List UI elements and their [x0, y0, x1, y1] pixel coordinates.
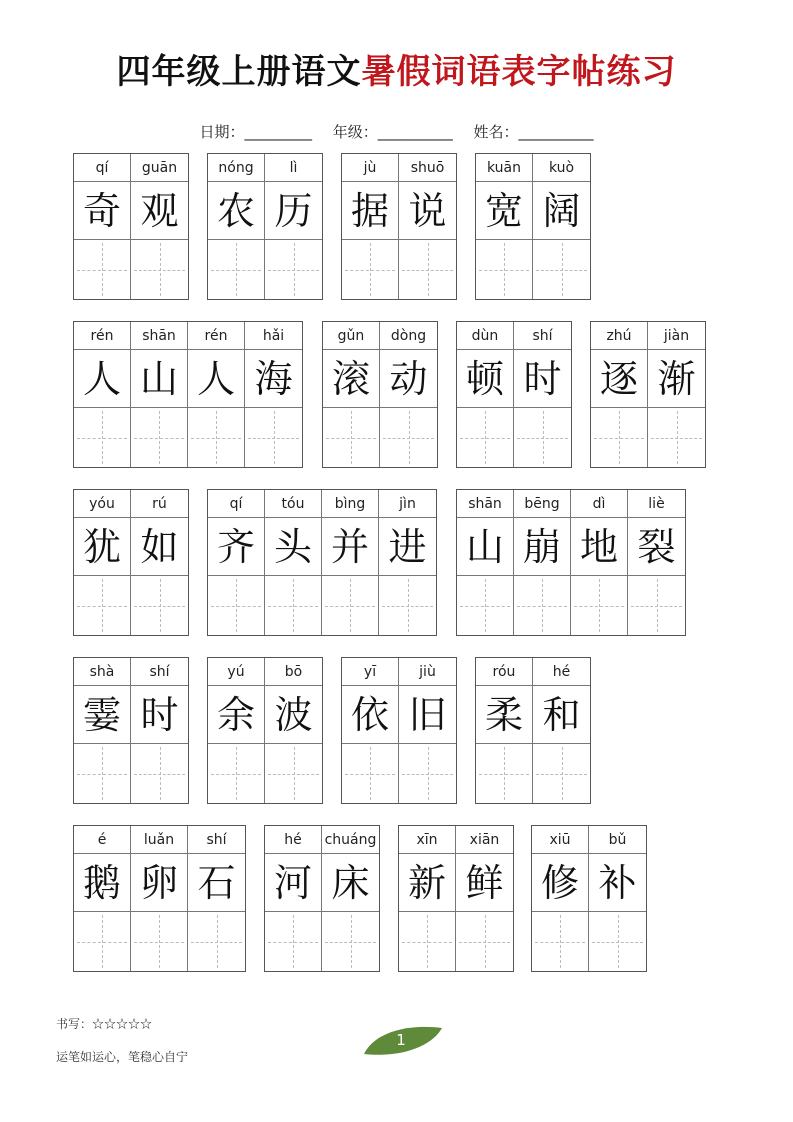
char-cell: [476, 154, 533, 299]
hanzi-char: 时: [514, 350, 571, 408]
char-cell: [208, 490, 265, 635]
guide-line: [102, 747, 103, 800]
char-cell: [74, 322, 131, 467]
guide-line: [294, 747, 295, 800]
practice-square[interactable]: [589, 912, 646, 971]
hanzi-char: 新: [399, 854, 455, 912]
hanzi-char: 如: [131, 518, 188, 576]
practice-square[interactable]: [74, 576, 130, 635]
pinyin-label: nóng: [208, 154, 264, 182]
pinyin-label: shà: [74, 658, 130, 686]
practice-square[interactable]: [74, 240, 130, 299]
pinyin-label: bēng: [514, 490, 570, 518]
motto: 运笔如运心，笔稳心自宁: [56, 1050, 189, 1064]
guide-line: [677, 411, 678, 464]
practice-square[interactable]: [533, 744, 590, 803]
hanzi-char: 宽: [476, 182, 532, 240]
practice-square[interactable]: [265, 912, 321, 971]
guide-line: [160, 747, 161, 800]
hanzi-char: 石: [188, 854, 245, 912]
guide-line: [599, 579, 600, 632]
pinyin-label: jù: [342, 154, 398, 182]
char-cell: [131, 658, 188, 803]
char-cell: [74, 490, 131, 635]
guide-line: [351, 411, 352, 464]
word-box: [73, 321, 303, 468]
practice-square[interactable]: [208, 240, 264, 299]
practice-square[interactable]: [208, 744, 264, 803]
char-cell: [379, 490, 436, 635]
guide-line: [657, 579, 658, 632]
hanzi-char: 裂: [628, 518, 685, 576]
rating-stars: 书写：☆☆☆☆☆: [56, 1017, 153, 1031]
guide-line: [619, 411, 620, 464]
char-cell: [514, 490, 571, 635]
char-cell: [74, 154, 131, 299]
char-cell: [265, 658, 322, 803]
pinyin-label: hé: [265, 826, 321, 854]
pinyin-label: gǔn: [323, 322, 379, 350]
char-cell: [342, 658, 399, 803]
word-box: [341, 657, 457, 804]
word-box: [207, 153, 323, 300]
hanzi-char: 滚: [323, 350, 379, 408]
practice-square[interactable]: [514, 408, 571, 467]
word-box: [398, 825, 514, 972]
pinyin-label: shí: [188, 826, 245, 854]
pinyin-label: dòng: [380, 322, 437, 350]
pinyin-label: guān: [131, 154, 188, 182]
practice-square[interactable]: [457, 408, 513, 467]
practice-square[interactable]: [533, 240, 590, 299]
guide-line: [216, 411, 217, 464]
practice-square[interactable]: [131, 744, 188, 803]
word-box: [531, 825, 647, 972]
practice-square[interactable]: [514, 576, 570, 635]
pinyin-label: qí: [74, 154, 130, 182]
guide-line: [562, 747, 563, 800]
guide-line: [160, 579, 161, 632]
hanzi-char: 齐: [208, 518, 264, 576]
title-part-black: 四年级上册语文: [116, 52, 362, 92]
char-cell: [456, 826, 513, 971]
practice-square[interactable]: [188, 408, 244, 467]
practice-square[interactable]: [591, 408, 647, 467]
practice-square[interactable]: [74, 744, 130, 803]
guide-line: [428, 243, 429, 296]
practice-square[interactable]: [399, 744, 456, 803]
char-cell: [131, 826, 188, 971]
pinyin-label: jiàn: [648, 322, 705, 350]
char-cell: [533, 154, 590, 299]
hanzi-char: 余: [208, 686, 264, 744]
char-cell: [188, 322, 245, 467]
practice-square[interactable]: [265, 240, 322, 299]
practice-square[interactable]: [380, 408, 437, 467]
hanzi-char: 海: [245, 350, 302, 408]
practice-square[interactable]: [322, 576, 378, 635]
guide-line: [217, 915, 218, 968]
pinyin-label: rén: [188, 322, 244, 350]
hanzi-char: 头: [265, 518, 321, 576]
word-box: [456, 321, 572, 468]
guide-line: [560, 915, 561, 968]
char-cell: [131, 490, 188, 635]
char-cell: [399, 658, 456, 803]
char-cell: [380, 322, 437, 467]
practice-square[interactable]: [532, 912, 588, 971]
practice-square[interactable]: [456, 912, 513, 971]
guide-line: [562, 243, 563, 296]
guide-line: [618, 915, 619, 968]
word-box: [73, 825, 246, 972]
pinyin-label: xiān: [456, 826, 513, 854]
char-cell: [532, 826, 589, 971]
pinyin-label: dùn: [457, 322, 513, 350]
char-cell: [399, 826, 456, 971]
char-cell: [265, 826, 322, 971]
pinyin-label: lì: [265, 154, 322, 182]
hanzi-char: 地: [571, 518, 627, 576]
pinyin-label: bìng: [322, 490, 378, 518]
practice-square[interactable]: [342, 744, 398, 803]
char-cell: [628, 490, 685, 635]
pinyin-label: dì: [571, 490, 627, 518]
guide-line: [160, 243, 161, 296]
practice-square[interactable]: [131, 408, 187, 467]
hanzi-char: 说: [399, 182, 456, 240]
char-cell: [457, 322, 514, 467]
guide-line: [427, 915, 428, 968]
char-cell: [476, 658, 533, 803]
char-cell: [265, 154, 322, 299]
practice-square[interactable]: [571, 576, 627, 635]
guide-line: [428, 747, 429, 800]
word-box: [207, 657, 323, 804]
char-cell: [514, 322, 571, 467]
practice-square[interactable]: [323, 408, 379, 467]
pinyin-label: tóu: [265, 490, 321, 518]
pinyin-label: liè: [628, 490, 685, 518]
pinyin-label: jiù: [399, 658, 456, 686]
guide-line: [408, 579, 409, 632]
guide-line: [485, 579, 486, 632]
char-cell: [322, 826, 379, 971]
practice-square[interactable]: [399, 912, 455, 971]
pinyin-label: kuò: [533, 154, 590, 182]
hanzi-char: 旧: [399, 686, 456, 744]
char-cell: [208, 658, 265, 803]
practice-square[interactable]: [131, 912, 187, 971]
guide-line: [485, 915, 486, 968]
practice-square[interactable]: [399, 240, 456, 299]
pinyin-label: kuān: [476, 154, 532, 182]
practice-square[interactable]: [476, 240, 532, 299]
word-box: [590, 321, 706, 468]
hanzi-char: 和: [533, 686, 590, 744]
practice-square[interactable]: [245, 408, 302, 467]
hanzi-char: 鹅: [74, 854, 130, 912]
practice-square[interactable]: [265, 744, 322, 803]
pinyin-label: qí: [208, 490, 264, 518]
hanzi-char: 修: [532, 854, 588, 912]
practice-square[interactable]: [342, 240, 398, 299]
word-box: [322, 321, 438, 468]
hanzi-char: 渐: [648, 350, 705, 408]
guide-line: [236, 579, 237, 632]
char-cell: [188, 826, 245, 971]
guide-line: [485, 411, 486, 464]
practice-square[interactable]: [476, 744, 532, 803]
guide-line: [294, 243, 295, 296]
pinyin-label: shí: [514, 322, 571, 350]
word-box: [456, 489, 686, 636]
practice-square[interactable]: [322, 912, 379, 971]
guide-line: [504, 243, 505, 296]
char-cell: [74, 826, 131, 971]
char-cell: [245, 322, 302, 467]
hanzi-char: 逐: [591, 350, 647, 408]
page-number: 1: [396, 1031, 406, 1049]
guide-line: [370, 747, 371, 800]
practice-square[interactable]: [208, 576, 264, 635]
guide-line: [159, 915, 160, 968]
hanzi-char: 山: [131, 350, 187, 408]
guide-line: [102, 411, 103, 464]
practice-square[interactable]: [628, 576, 685, 635]
date-field[interactable]: 日期：_________: [199, 123, 312, 141]
char-cell: [208, 154, 265, 299]
guide-line: [293, 579, 294, 632]
pinyin-label: hǎi: [245, 322, 302, 350]
hanzi-char: 进: [379, 518, 436, 576]
pinyin-label: zhú: [591, 322, 647, 350]
title-part-red: 暑假词语表字帖练习: [361, 52, 677, 92]
guide-line: [293, 915, 294, 968]
hanzi-char: 顿: [457, 350, 513, 408]
hanzi-char: 人: [188, 350, 244, 408]
hanzi-char: 崩: [514, 518, 570, 576]
hanzi-char: 鲜: [456, 854, 513, 912]
pinyin-label: shān: [131, 322, 187, 350]
guide-line: [409, 411, 410, 464]
hanzi-char: 历: [265, 182, 322, 240]
grade-field[interactable]: 年级：__________: [332, 123, 453, 141]
hanzi-char: 犹: [74, 518, 130, 576]
guide-line: [274, 411, 275, 464]
name-field[interactable]: 姓名：__________: [473, 123, 594, 141]
pinyin-label: jìn: [379, 490, 436, 518]
pinyin-label: bǔ: [589, 826, 646, 854]
pinyin-label: shān: [457, 490, 513, 518]
practice-square[interactable]: [74, 912, 130, 971]
hanzi-char: 农: [208, 182, 264, 240]
hanzi-char: 卵: [131, 854, 187, 912]
word-box: [73, 657, 189, 804]
pinyin-label: shuō: [399, 154, 456, 182]
guide-line: [102, 915, 103, 968]
practice-square[interactable]: [74, 408, 130, 467]
guide-line: [543, 411, 544, 464]
hanzi-char: 人: [74, 350, 130, 408]
hanzi-char: 奇: [74, 182, 130, 240]
guide-line: [542, 579, 543, 632]
hanzi-char: 霎: [74, 686, 130, 744]
hanzi-char: 河: [265, 854, 321, 912]
hanzi-char: 阔: [533, 182, 590, 240]
pinyin-label: yóu: [74, 490, 130, 518]
pinyin-label: yú: [208, 658, 264, 686]
char-cell: [265, 490, 322, 635]
practice-square[interactable]: [648, 408, 705, 467]
pinyin-label: róu: [476, 658, 532, 686]
guide-line: [350, 579, 351, 632]
word-box: [73, 153, 189, 300]
pinyin-label: shí: [131, 658, 188, 686]
hanzi-char: 依: [342, 686, 398, 744]
char-cell: [342, 154, 399, 299]
hanzi-char: 山: [457, 518, 513, 576]
hanzi-char: 波: [265, 686, 322, 744]
guide-line: [504, 747, 505, 800]
hanzi-char: 并: [322, 518, 378, 576]
practice-square[interactable]: [131, 240, 188, 299]
hanzi-char: 时: [131, 686, 188, 744]
pinyin-label: yī: [342, 658, 398, 686]
guide-line: [102, 579, 103, 632]
hanzi-char: 床: [322, 854, 379, 912]
char-cell: [131, 322, 188, 467]
pinyin-label: rén: [74, 322, 130, 350]
char-cell: [322, 490, 379, 635]
char-cell: [571, 490, 628, 635]
guide-line: [236, 747, 237, 800]
practice-square[interactable]: [131, 576, 188, 635]
pinyin-label: luǎn: [131, 826, 187, 854]
word-box: [73, 489, 189, 636]
hanzi-char: 据: [342, 182, 398, 240]
char-cell: [533, 658, 590, 803]
pinyin-label: xiū: [532, 826, 588, 854]
char-cell: [131, 154, 188, 299]
pinyin-label: hé: [533, 658, 590, 686]
hanzi-char: 观: [131, 182, 188, 240]
char-cell: [589, 826, 646, 971]
hanzi-char: 动: [380, 350, 437, 408]
pinyin-label: chuáng: [322, 826, 379, 854]
pinyin-label: bō: [265, 658, 322, 686]
practice-square[interactable]: [265, 576, 321, 635]
word-box: [475, 153, 591, 300]
char-cell: [323, 322, 380, 467]
pinyin-label: rú: [131, 490, 188, 518]
guide-line: [370, 243, 371, 296]
guide-line: [159, 411, 160, 464]
word-box: [475, 657, 591, 804]
guide-line: [351, 915, 352, 968]
char-cell: [591, 322, 648, 467]
practice-square[interactable]: [379, 576, 436, 635]
char-cell: [648, 322, 705, 467]
char-cell: [457, 490, 514, 635]
practice-square[interactable]: [188, 912, 245, 971]
hanzi-char: 柔: [476, 686, 532, 744]
pinyin-label: é: [74, 826, 130, 854]
char-cell: [74, 658, 131, 803]
word-box: [264, 825, 380, 972]
word-box: [341, 153, 457, 300]
practice-square[interactable]: [457, 576, 513, 635]
pinyin-label: xīn: [399, 826, 455, 854]
word-box: [207, 489, 437, 636]
guide-line: [102, 243, 103, 296]
guide-line: [236, 243, 237, 296]
hanzi-char: 补: [589, 854, 646, 912]
char-cell: [399, 154, 456, 299]
